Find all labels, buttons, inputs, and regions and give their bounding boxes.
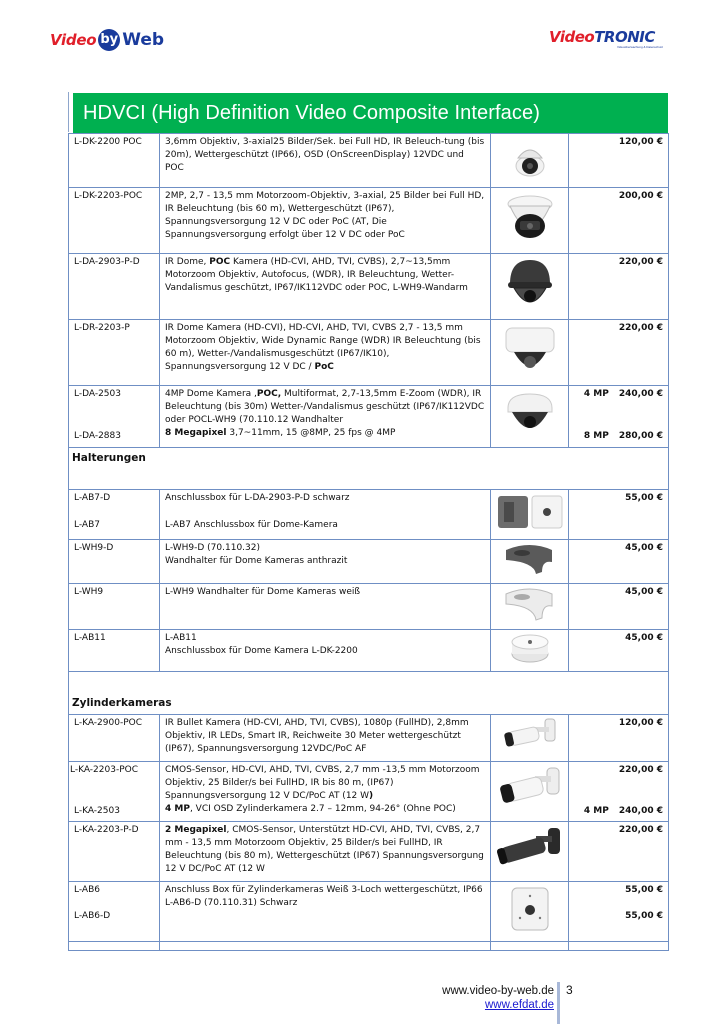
product-code-cell	[69, 882, 160, 942]
product-code: L-DA-2903-P-D	[69, 254, 160, 320]
desc-bold: PoC	[314, 362, 334, 372]
product-image-cell	[491, 134, 569, 188]
logo-video-text: Video	[50, 31, 97, 49]
product-description: L-WH9 Wandhalter für Dome Kameras weiß	[160, 584, 491, 630]
desc-text: , VCI OSD Zylinderkamera 2.7 – 12mm, 94-26° (Ohne POC)	[189, 804, 456, 814]
product-description-cell	[160, 630, 491, 672]
product-description: Wandhalter für Dome Kameras anthrazit	[165, 556, 348, 566]
desc-text: Multiformat, 2,7-13,5mm E-Zoom (WDR), IR Beleuchtung (bis 30m) Wetter-/Vandalismus geschützt (IP67/IK112VDC oder POCL-WH9 (70.110.12 Wandhalter	[165, 389, 485, 425]
product-price: 220,00 €	[618, 765, 663, 775]
product-price: 55,00 €	[625, 911, 663, 921]
table-row	[69, 320, 669, 386]
price-variant-label: 4 MP	[583, 389, 609, 399]
table-row	[69, 762, 669, 822]
product-image-cell	[491, 386, 569, 448]
product-code: L-AB7	[74, 520, 100, 530]
product-description	[160, 822, 491, 882]
frame-border	[68, 92, 69, 132]
product-description-cell	[160, 882, 491, 942]
footer-link[interactable]: www.efdat.de	[484, 999, 554, 1011]
logo-web-text: Web	[122, 30, 165, 50]
logo-tagline: Videoüberwachung & Datenschutz	[617, 45, 663, 49]
desc-bold: )	[369, 791, 374, 801]
logo-tronic-text: TRONIC	[594, 28, 655, 46]
section-banner: HDVCI (High Definition Video Composite Interface)	[73, 93, 668, 133]
product-description	[160, 254, 491, 320]
desc-text: 4MP Dome Kamera ,	[165, 389, 257, 399]
table-row	[69, 822, 669, 882]
product-image-cell	[491, 630, 569, 672]
table-row	[69, 254, 669, 320]
table-row	[69, 584, 669, 630]
product-description	[160, 762, 491, 822]
product-code: L-KA-2203-POC	[70, 765, 139, 775]
product-code: L-DR-2203-P	[69, 320, 160, 386]
product-image-cell	[491, 715, 569, 762]
desc-text: CMOS-Sensor, HD-CVI, AHD, TVI, CVBS, 2,7 mm -13,5 mm Motorzoom Objektiv, 25 Bilder/s bei FullHD, IR bis 80 m, (IP67) Spannungsversorgung 12 V DC/PoC AT (12 W	[165, 765, 480, 801]
product-description-cell	[160, 490, 491, 540]
product-description	[160, 386, 491, 448]
product-image-cell	[491, 188, 569, 254]
page-number: 3	[566, 983, 573, 997]
product-price: 120,00 €	[569, 715, 669, 762]
desc-bold: 8 Megapixel	[165, 428, 227, 438]
product-price: 220,00 €	[569, 822, 669, 882]
product-description: L-AB6-D (70.110.31) Schwarz	[165, 898, 298, 908]
desc-text: 3,7~11mm, 15 @8MP, 25 fps @ 4MP	[226, 428, 396, 438]
junction-box-pair-icon	[496, 492, 566, 532]
desc-text: Kamera (HD-CVI, AHD, TVI, CVBS), 2,7~13,5mm Motorzoom Objektiv, Autofocus, (WDR), IR Beleuchtung, Wetter-Vandalismus geschützt, IP67/IK112VDC oder POC, L-WH9-Wandarm	[165, 257, 468, 293]
table-row	[69, 630, 669, 672]
product-code: L-AB6-D	[74, 911, 111, 921]
desc-text: , CMOS-Sensor, Unterstützt HD-CVI, AHD, TVI, CVBS, 2,7 mm - 13,5 mm Motorzoom Objektiv, 25 Bilder/s bei FullHD, IR Beleuchtung (bis 80 m), Wettergeschützt (IP67) Spannungsversorgung 12 V DC/PoC AT (12 W	[165, 825, 484, 874]
product-table	[68, 133, 669, 951]
product-price-cell	[569, 386, 669, 448]
product-image-cell	[491, 762, 569, 822]
table-row	[69, 882, 669, 942]
product-description: IR Bullet Kamera (HD-CVI, AHD, TVI, CVBS), 1080p (FullHD), 2,8mm Objektiv, IR LEDs, Smart IR, Reichweite 30 Meter wettergeschützt (IP67), Spannungsversorgung 12VDC/PoC AF	[160, 715, 491, 762]
product-price: 45,00 €	[569, 584, 669, 630]
white-bullet-zoom-camera-icon	[497, 764, 563, 810]
product-description: Anschlussbox für L-DA-2903-P-D schwarz	[165, 493, 350, 503]
desc-bold: 4 MP	[165, 804, 190, 814]
empty-cell	[569, 942, 669, 951]
table-row	[69, 490, 669, 540]
desc-text: IR Dome,	[165, 257, 210, 267]
footer-divider	[557, 982, 560, 1024]
black-dome-camera-icon	[504, 256, 556, 312]
product-price: 240,00 €	[618, 806, 663, 816]
product-image-cell	[491, 584, 569, 630]
desc-bold: POC	[209, 257, 231, 267]
product-code-cell	[69, 386, 160, 448]
product-description: 3,6mm Objektiv, 3-axial25 Bilder/Sek. bei Full HD, IR Beleuch-tung (bis 20m), Wettergeschützt (IP66), OSD (OnScreenDisplay) 12VDC und POC	[160, 134, 491, 188]
table-row	[69, 715, 669, 762]
logo-by-badge: by	[98, 29, 120, 51]
black-bullet-camera-icon	[496, 824, 564, 870]
product-description: L-WH9-D (70.110.32)	[165, 543, 260, 553]
round-junction-box-icon	[508, 632, 552, 664]
product-price: 45,00 €	[569, 540, 669, 584]
table-row	[69, 134, 669, 188]
product-code: L-DA-2503	[74, 389, 121, 399]
product-image-cell	[491, 320, 569, 386]
product-image-cell	[491, 822, 569, 882]
product-price: 120,00 €	[569, 134, 669, 188]
wall-bracket-white-icon	[502, 586, 558, 622]
product-code: L-WH9-D	[69, 540, 160, 584]
footer	[380, 984, 554, 1012]
product-code: L-AB7-D	[74, 493, 111, 503]
table-row	[69, 540, 669, 584]
product-price: 55,00 €	[569, 490, 669, 540]
product-code: L-KA-2900-POC	[69, 715, 160, 762]
product-description: L-AB11	[165, 633, 197, 643]
product-description: L-AB7 Anschlussbox für Dome-Kamera	[165, 520, 338, 530]
section-header-row	[69, 672, 669, 715]
white-dome-camera-icon	[502, 322, 558, 378]
product-description-cell	[160, 540, 491, 584]
product-image-cell	[491, 490, 569, 540]
product-image-cell	[491, 882, 569, 942]
product-code: L-DK-2203-POC	[69, 188, 160, 254]
product-price: 280,00 €	[618, 431, 663, 441]
white-dome-vandal-camera-icon	[504, 388, 556, 440]
product-image-cell	[491, 254, 569, 320]
table-row	[69, 188, 669, 254]
white-turret-camera-icon	[508, 136, 552, 180]
desc-bold: POC,	[256, 389, 282, 399]
square-junction-box-icon	[508, 884, 552, 934]
empty-cell	[491, 942, 569, 951]
product-description: Anschlussbox für Dome Kamera L-DK-2200	[165, 646, 358, 656]
product-code: L-KA-2203-P-D	[69, 822, 160, 882]
white-turret-zoom-camera-icon	[505, 190, 555, 246]
wall-bracket-anthracite-icon	[502, 542, 558, 576]
product-image-cell	[491, 540, 569, 584]
empty-cell	[160, 942, 491, 951]
product-code-cell	[69, 762, 160, 822]
product-description: 2MP, 2,7 - 13,5 mm Motorzoom-Objektiv, 3-axial, 25 Bilder bei Full HD, IR Beleuchtung (bis 60 m), Wettergeschützt (IP67), Spannungsversorgung 12 V DC oder PoC (AT, Die Spannungsversorgung erfolgt über 12 V DC oder PoC	[160, 188, 491, 254]
product-price: 220,00 €	[569, 320, 669, 386]
white-bullet-camera-icon	[501, 717, 559, 751]
product-code: L-DA-2883	[74, 431, 121, 441]
product-code-cell	[69, 490, 160, 540]
product-code: L-WH9	[69, 584, 160, 630]
section-title: Zylinderkameras	[69, 672, 669, 715]
product-price-cell	[569, 882, 669, 942]
section-title: Halterungen	[69, 448, 669, 490]
desc-text: IR Dome Kamera (HD-CVI), HD-CVI, AHD, TVI, CVBS 2,7 - 13,5 mm Motorzoom Objektiv, Wide Dynamic Range (WDR) IR Beleuchtung (bis 60 m), Wetter-/Vandalismusgeschützt (IP67/IK10), Spannungsversorgung 12 V DC /	[165, 323, 481, 372]
product-price: 55,00 €	[625, 885, 663, 895]
videotronic-logo	[549, 28, 671, 52]
videobyweb-logo	[50, 28, 164, 52]
product-code: L-KA-2503	[74, 806, 120, 816]
price-variant-label: 8 MP	[583, 431, 609, 441]
product-code: L-DK-2200 POC	[69, 134, 160, 188]
product-price: 45,00 €	[569, 630, 669, 672]
logo-video-text: Video	[549, 28, 595, 46]
desc-bold: 2 Megapixel	[165, 825, 227, 835]
product-price: 240,00 €	[618, 389, 663, 399]
empty-row	[69, 942, 669, 951]
footer-website: www.video-by-web.de	[442, 985, 554, 997]
product-price-cell	[569, 762, 669, 822]
product-code: L-AB11	[69, 630, 160, 672]
empty-cell	[69, 942, 160, 951]
table-row	[69, 386, 669, 448]
product-description	[160, 320, 491, 386]
product-price: 220,00 €	[569, 254, 669, 320]
product-code: L-AB6	[74, 885, 100, 895]
product-price: 200,00 €	[569, 188, 669, 254]
price-variant-label: 4 MP	[583, 806, 609, 816]
section-header-row	[69, 448, 669, 490]
product-description: Anschluss Box für Zylinderkameras Weiß 3-Loch wettergeschützt, IP66	[165, 885, 483, 895]
